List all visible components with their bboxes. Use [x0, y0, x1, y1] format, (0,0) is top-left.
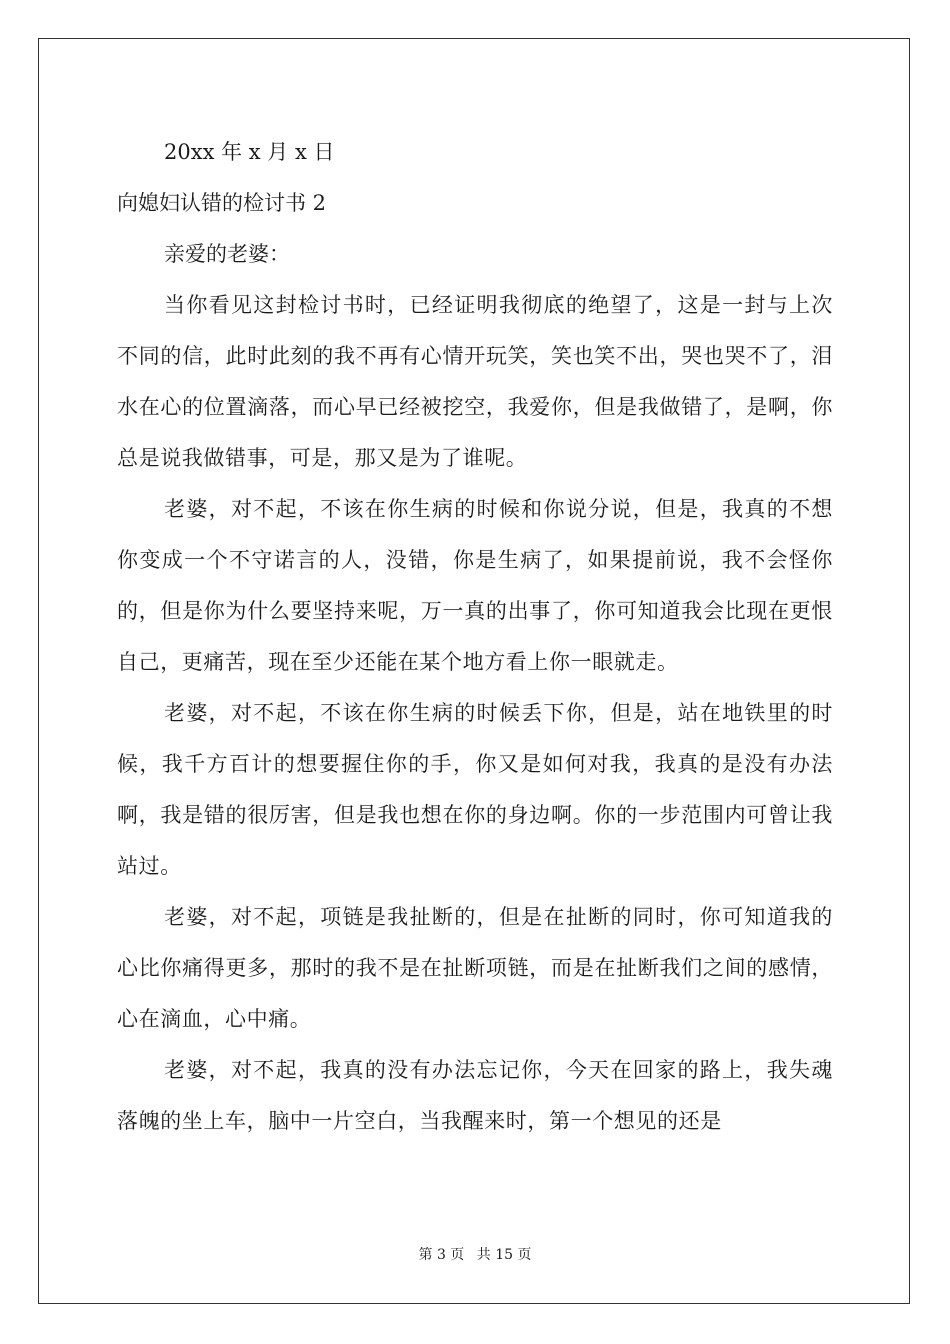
paragraph-5: 老婆，对不起，我真的没有办法忘记你，今天在回家的路上，我失魂落魄的坐上车，脑中一片空白，当我醒来时，第一个想见的还是 — [117, 1058, 833, 1133]
paragraph-4: 老婆，对不起，项链是我扯断的，但是在扯断的同时，你可知道我的心比你痛得更多，那时的我不是在扯断项链，而是在扯断我们之间的感情，心在滴血，心中痛。 — [117, 905, 833, 1031]
document-body — [117, 127, 833, 1147]
page-footer — [0, 1244, 950, 1264]
salutation: 亲爱的老婆： — [164, 242, 290, 266]
paragraph-3: 老婆，对不起，不该在你生病的时候丢下你，但是，站在地铁里的时候，我千方百计的想要握住你的手，你又是如何对我，我真的是没有办法啊，我是错的很厉害，但是我也想在你的身边啊。你的一步范围内可曾让我站过。 — [117, 701, 833, 878]
paragraph-1: 当你看见这封检讨书时，已经证明我彻底的绝望了，这是一封与上次不同的信，此时此刻的我不再有心情开玩笑，笑也笑不出，哭也哭不了，泪水在心的位置滴落，而心早已经被挖空，我爱你，但是我做错了，是啊，你总是说我做错事，可是，那又是为了谁呢。 — [117, 293, 833, 470]
page-total: 共 15 页 — [476, 1247, 532, 1263]
paragraph-2: 老婆，对不起，不该在你生病的时候和你说分说，但是，我真的不想你变成一个不守诺言的人，没错，你是生病了，如果提前说，我不会怪你的，但是你为什么要坚持来呢，万一真的出事了，你可知道我会比现在更恨自己，更痛苦，现在至少还能在某个地方看上你一眼就走。 — [117, 497, 833, 674]
page-number: 第 3 页 — [418, 1247, 465, 1263]
document-title: 向媳妇认错的检讨书 2 — [117, 191, 327, 215]
date-line: 20xx 年 x 月 x 日 — [164, 140, 335, 164]
